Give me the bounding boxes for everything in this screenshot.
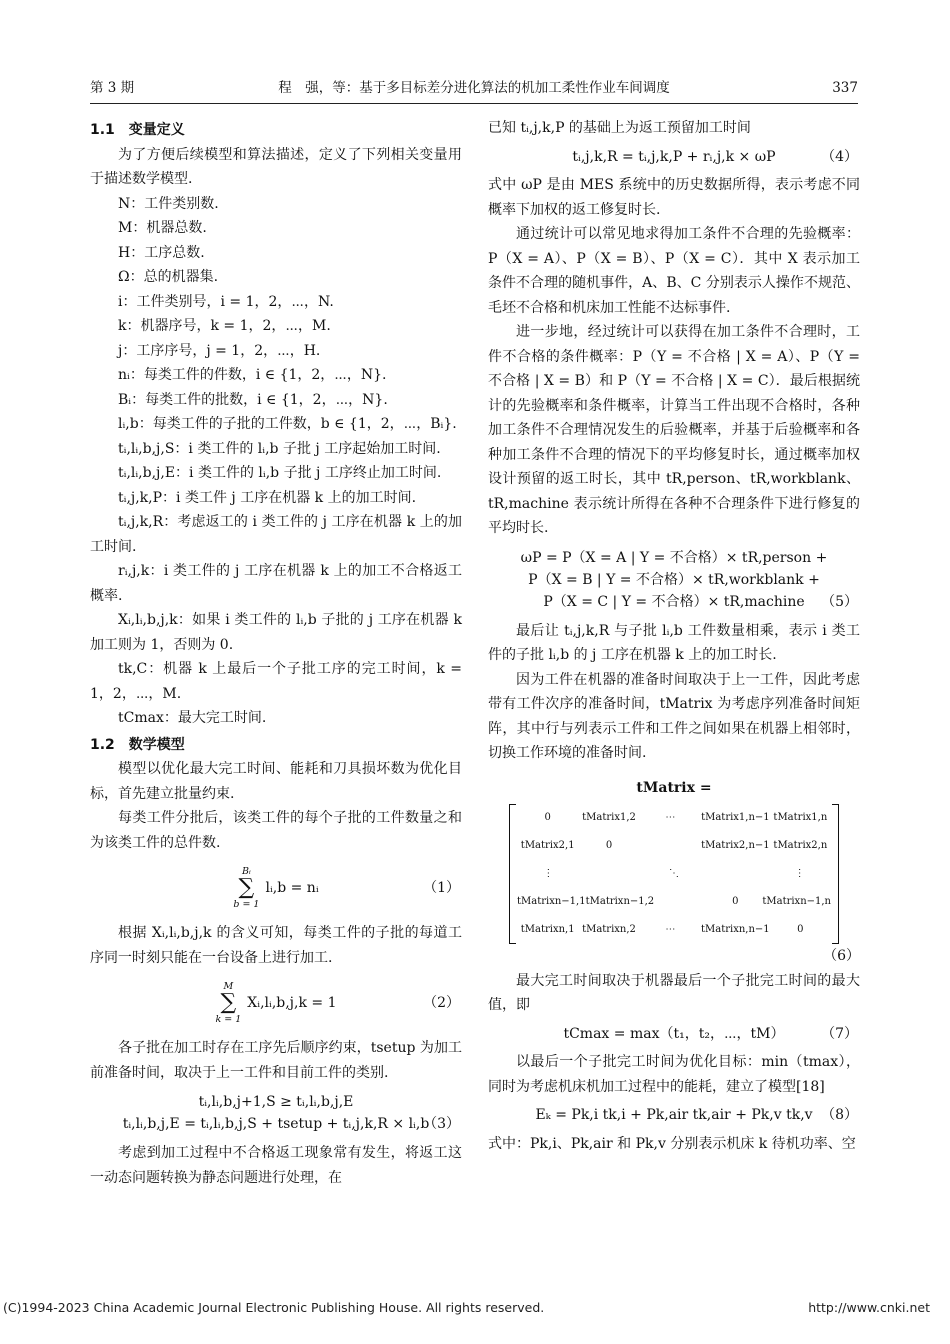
right-bracket: [832, 804, 839, 944]
matrix-cell: tMatrixn,2: [582, 924, 636, 935]
paragraph: Ω：总的机器集.: [118, 269, 219, 285]
paragraph: 以最后一个子批完工时间为优化目标：min（tmax），同时为考虑机床机加工过程中的能耗，建立了模型[18]: [488, 1054, 860, 1095]
matrix-title: tMatrix =: [636, 779, 712, 796]
paragraph: 最后让 tᵢ,j,k,R 与子批 lᵢ,b 工件数量相乘，表示 i 类工件的子批 lᵢ,b 的 j 工序在机器 k 上的加工时长.: [488, 622, 860, 663]
sum-upper-limit: Bᵢ: [241, 866, 251, 877]
matrix-row: [517, 916, 831, 944]
matrix-cell: 0: [732, 896, 739, 907]
running-title: 程 强，等：基于多目标差分进化算法的机加工柔性作业车间调度: [278, 80, 670, 96]
paragraph: 已知 tᵢ,j,k,P 的基础上为返工预留加工时间: [488, 120, 751, 136]
paragraph: tᵢ,lᵢ,b,j,E：i 类工件的 lᵢ,b 子批 j 工序终止加工时间.: [118, 465, 442, 481]
paragraph: nᵢ：每类工件的件数，i ∈ {1，2，⋯，N}.: [118, 367, 387, 383]
header-rule: [90, 103, 858, 104]
matrix-cell: tMatrixn−1,2: [585, 896, 655, 907]
equation-line: tᵢ,lᵢ,b,j,E = tᵢ,lᵢ,b,j,S + tsetup + tᵢ,j,k,R × lᵢ,b: [122, 1116, 430, 1132]
matrix-cell: 0: [544, 812, 551, 823]
equation: [488, 545, 860, 615]
section-heading: 1.2 数学模型: [90, 736, 185, 753]
matrix-cell: [640, 832, 701, 860]
paragraph: 考虑到加工过程中不合格返工现象常有发生，将返工这一动态问题转换为静态问题进行处理，在: [90, 1145, 462, 1186]
equation-number: （8）: [821, 1107, 858, 1123]
paragraph: lᵢ,b：每类工件的子批的工件数，b ∈ {1，2，⋯，Bᵢ}.: [118, 416, 457, 432]
matrix-cell: [580, 860, 643, 888]
equation-number: （1）: [423, 879, 460, 896]
matrix-cell: ⋯: [665, 924, 676, 935]
equation: [488, 145, 860, 170]
matrix-row: [517, 888, 831, 916]
matrix-row: [517, 804, 831, 832]
paragraph: j：工序序号，j = 1，2，⋯，H.: [118, 342, 321, 359]
matrix-cell: tMatrix1,n: [773, 812, 828, 823]
equation-number: （7）: [821, 1025, 858, 1042]
paragraph: tk,C：机器 k 上最后一个子批工序的完工时间，k = 1，2，⋯，M.: [90, 661, 462, 702]
page-number: 337: [832, 80, 858, 96]
matrix-cell: [654, 888, 708, 916]
paragraph: 各子批在加工时存在工序先后顺序约束，tsetup 为加工前准备时间，取决于上一工件和目前工件的类别.: [90, 1040, 462, 1081]
equation: [488, 1103, 860, 1128]
matrix-cell: tMatrix2,1: [520, 840, 575, 851]
matrix-cell: ⋮: [794, 868, 805, 879]
paragraph: 通过统计可以常见地求得加工条件不合理的先验概率：P（X = A）、P（X = B）、P（X = C）．其中 X 表示加工条件不合理的随机事件，A、B、C 分别表示人操作不规范、毛坯不合格和机床加工性能不达标事件.: [488, 226, 860, 316]
equation: [90, 974, 462, 1032]
section-heading: 1.1 变量定义: [90, 122, 185, 138]
left-bracket: [509, 804, 516, 944]
matrix-cell: tMatrix1,2: [582, 812, 636, 823]
matrix-row: [517, 832, 831, 860]
equation-expression: Eₖ = Pk,i tk,i + Pk,air tk,air + Pk,v tk,v: [535, 1107, 813, 1123]
matrix-cell: tMatrixn−1,n: [762, 896, 832, 907]
equation-expression: tᵢ,j,k,R = tᵢ,j,k,P + rᵢ,j,k × ωP: [572, 148, 776, 165]
equation-number: （4）: [821, 148, 858, 165]
equation: [90, 859, 462, 917]
matrix-cell: tMatrixn−1,1: [517, 896, 586, 907]
matrix-row: [517, 860, 831, 888]
matrix-cell: tMatrixn,1: [520, 924, 575, 935]
paragraph: H：工序总数.: [118, 244, 205, 261]
paragraph: 进一步地，经过统计可以获得在加工条件不合理时，工件不合格的条件概率：P（Y = 不合格 | X = A）、P（Y = 不合格 | X = B）和 P（Y = 不合格 | X = C）．最后根据统计的先验概率和条件概率，计算当工件出现不合格时，各种加工条件不合理情况发生的后验概率，并基于后验概率和各种加工条件不合理的情况下的平均修复时长，通过概率加权设计预留的返工时长，其中 tR,person、tR,workblank、tR,machine 表示统计所得在各种不合理条件下进行修复的平均时长.: [488, 324, 860, 536]
paragraph: rᵢ,j,k：i 类工件的 j 工序在机器 k 上的加工不合格返工概率.: [90, 563, 462, 604]
paragraph: tᵢ,j,k,R：考虑返工的 i 类工件的 j 工序在机器 k 上的加工时间.: [90, 514, 462, 555]
paragraph: k：机器序号，k = 1，2，⋯，M.: [118, 318, 331, 334]
summation: [215, 981, 241, 1025]
paragraph: Bᵢ：每类工件的批数，i ∈ {1，2，⋯，N}.: [118, 391, 388, 408]
matrix-cell: tMatrixn,n−1: [700, 924, 770, 935]
equation-line: P（X = C | Y = 不合格）× tR,machine: [543, 593, 805, 610]
paragraph: N：工件类别数.: [118, 195, 219, 212]
equation-number: （6）: [823, 948, 860, 964]
matrix-cell: [705, 860, 768, 888]
summation: [233, 866, 259, 910]
matrix-cell: 0: [605, 840, 613, 851]
equation-number: （5）: [821, 593, 858, 610]
paragraph: tᵢ,j,k,P：i 类工件 j 工序在机器 k 上的加工时间.: [118, 489, 417, 506]
cnki-link[interactable]: http://www.cnki.net: [808, 1300, 930, 1315]
paragraph: 每类工件分批后，该类工件的每个子批的工件数量之和为该类工件的总件数.: [90, 810, 462, 851]
paragraph: 最大完工时间取决于机器最后一个子批完工时间的最大值，即: [488, 972, 860, 1013]
paragraph: tᵢ,lᵢ,b,j,S：i 类工件的 lᵢ,b 子批 j 工序起始加工时间.: [118, 440, 441, 457]
paragraph: 根据 Xᵢ,lᵢ,b,j,k 的含义可知，每类工件的子批的每道工序同一时刻只能在一台设备上进行加工.: [90, 925, 462, 966]
equation: [488, 1022, 860, 1047]
matrix-cell: ⋮: [543, 868, 554, 879]
equation-line: P（X = B | Y = 不合格）× tR,workblank +: [528, 571, 820, 588]
equation-expression: tCmax = max（t₁，t₂，⋯，tM）: [563, 1025, 785, 1042]
equation-expression: lᵢ,b = nᵢ: [265, 879, 319, 896]
matrix-cell: 0: [797, 924, 804, 935]
matrix-cell: tMatrix2,n−1: [701, 840, 770, 851]
paragraph: tCmax：最大完工时间.: [118, 710, 267, 726]
equation-number: （3）: [423, 1116, 460, 1132]
paragraph: M：机器总数.: [118, 220, 207, 236]
equation: [90, 1089, 462, 1137]
sum-lower-limit: b = 1: [233, 899, 260, 910]
paragraph: 为了方便后续模型和算法描述，定义了下列相关变量用于描述数学模型.: [90, 146, 462, 187]
sigma-symbol: ∑: [220, 990, 237, 1015]
issue-number: 第 3 期: [90, 80, 135, 96]
paragraph: 式中：Pk,i、Pk,air 和 Pk,v 分别表示机床 k 待机功率、空: [488, 1135, 856, 1152]
matrix-cell: ⋱: [668, 868, 679, 879]
time-matrix: [509, 804, 839, 944]
equation-line: ωP = P（X = A | Y = 不合格）× tR,person +: [520, 549, 828, 566]
paragraph: i：工件类别号，i = 1，2，⋯，N.: [118, 293, 334, 310]
matrix-cell: tMatrix1,n−1: [701, 812, 770, 823]
equation-expression: Xᵢ,lᵢ,b,j,k = 1: [247, 994, 337, 1011]
paragraph: Xᵢ,lᵢ,b,j,k：如果 i 类工件的 lᵢ,b 子批的 j 工序在机器 k 加工则为 1，否则为 0.: [90, 612, 462, 653]
sigma-symbol: ∑: [238, 875, 255, 900]
sum-lower-limit: k = 1: [215, 1014, 242, 1025]
paragraph: 模型以优化最大完工时间、能耗和刀具损坏数为优化目标，首先建立批量约束.: [90, 761, 462, 802]
paragraph: 式中 ωP 是由 MES 系统中的历史数据所得，表示考虑不同概率下加权的返工修复时长.: [488, 177, 860, 218]
page-header: [90, 76, 858, 100]
matrix-cell: tMatrix2,n: [773, 840, 828, 851]
equation-number: （2）: [423, 994, 460, 1011]
copyright-notice: (C)1994-2023 China Academic Journal Electronic Publishing House. All rights reserved.: [3, 1300, 545, 1315]
paragraph: 因为工件在机器的准备时间取决于上一工件，因此考虑带有工件次序的准备时间，tMatrix 为考虑序列准备时间矩阵，其中行与列表示工件和工件之间如果在机器上相邻时，切换工作环境的准备时间.: [488, 671, 860, 761]
right-column: [488, 116, 860, 1156]
matrix-cell: ⋯: [665, 812, 676, 823]
equation-line: tᵢ,lᵢ,b,j+1,S ≥ tᵢ,lᵢ,b,j,E: [198, 1094, 354, 1110]
left-column: [90, 116, 462, 1190]
sum-upper-limit: M: [223, 981, 234, 992]
